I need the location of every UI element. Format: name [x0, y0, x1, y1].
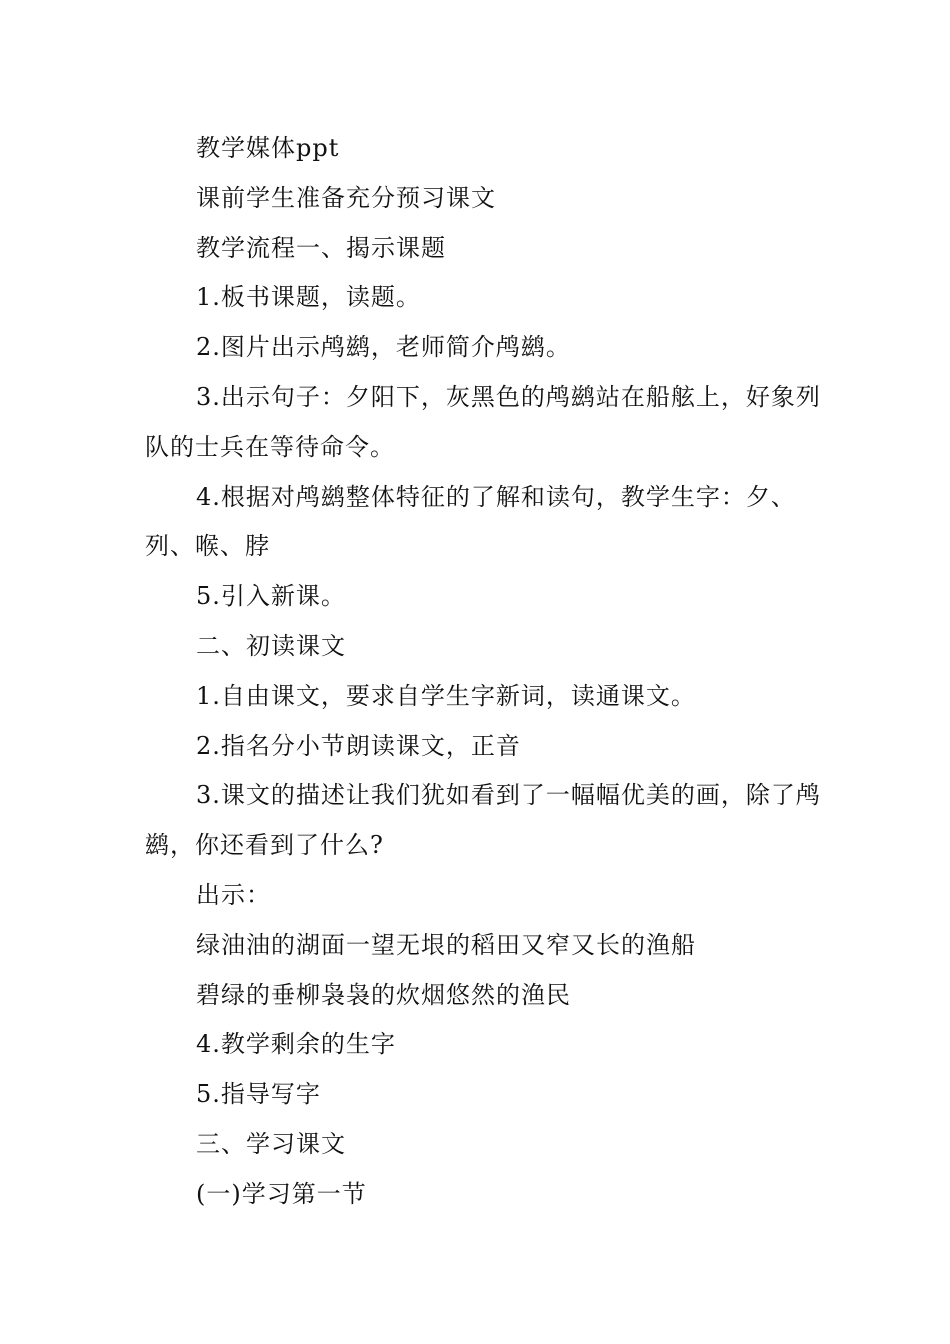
paragraph-step-2: 2.图片出示鸬鹚，老师简介鸬鹚。	[196, 333, 571, 362]
paragraph-read-2: 2.指名分小节朗读课文，正音	[196, 731, 521, 760]
section-heading-3: 三、学习课文	[196, 1129, 346, 1158]
paragraph-preparation: 课前学生准备充分预习课文	[196, 183, 496, 212]
paragraph-media: 教学媒体ppt	[196, 134, 340, 162]
paragraph-step-5: 5.引入新课。	[196, 582, 346, 611]
paragraph-step-4: 4.根据对鸬鹚整体特征的了解和读句，教学生字：夕、列、喉、脖	[145, 482, 796, 561]
paragraph-step-3: 3.出示句子：夕阳下，灰黑色的鸬鹚站在船舷上，好象列队的士兵在等待命令。	[145, 382, 821, 461]
paragraph-read-1: 1.自由课文，要求自学生字新词，读通课文。	[196, 681, 696, 710]
paragraph-show: 出示：	[196, 880, 271, 909]
subsection-heading-1: (一)学习第一节	[196, 1179, 367, 1208]
document-body	[145, 124, 825, 1220]
paragraph-flow-heading: 教学流程一、揭示课题	[196, 233, 446, 262]
section-heading-2: 二、初读课文	[196, 631, 346, 660]
paragraph-phrases-2: 碧绿的垂柳袅袅的炊烟悠然的渔民	[196, 980, 571, 1009]
paragraph-phrases-1: 绿油油的湖面一望无垠的稻田又窄又长的渔船	[196, 930, 696, 959]
paragraph-read-3: 3.课文的描述让我们犹如看到了一幅幅优美的画，除了鸬鹚，你还看到了什么?	[145, 781, 821, 860]
paragraph-step-1: 1.板书课题，读题。	[196, 283, 421, 312]
paragraph-read-5: 5.指导写字	[196, 1080, 321, 1109]
paragraph-read-4: 4.教学剩余的生字	[196, 1030, 396, 1059]
